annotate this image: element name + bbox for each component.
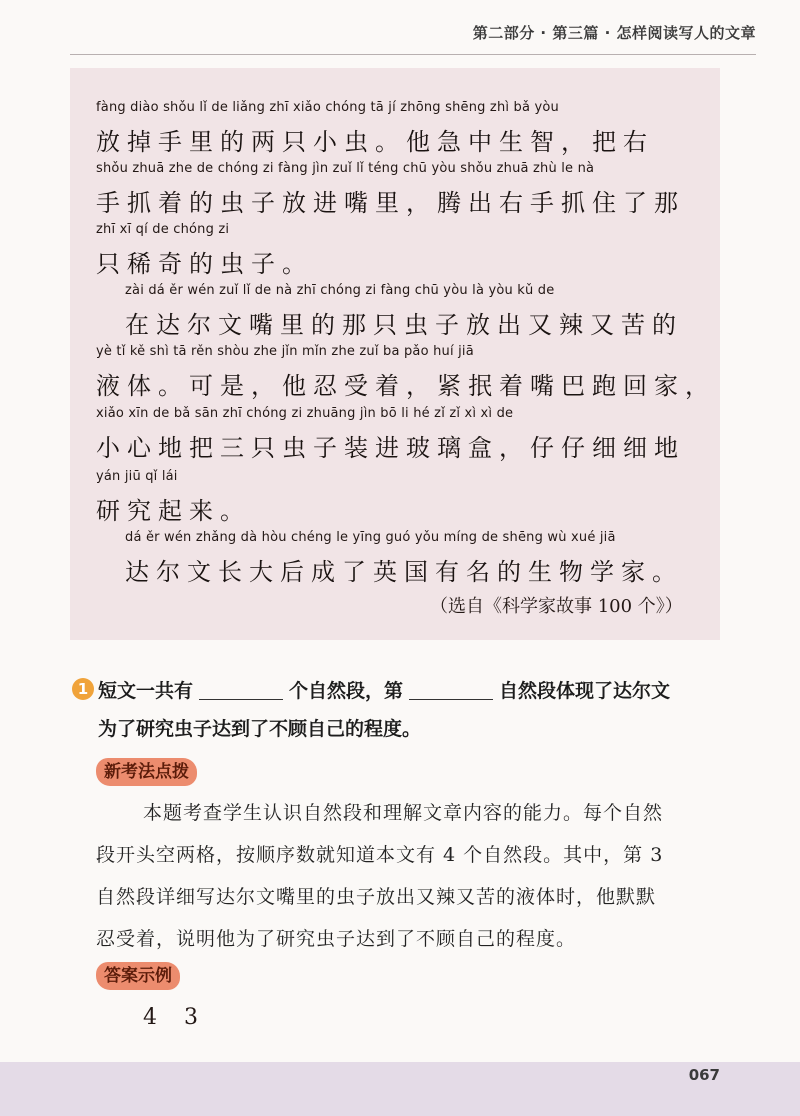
analysis-line: 自然段详细写达尔文嘴里的虫子放出又辣又苦的液体时，他默默 bbox=[96, 886, 657, 908]
pinyin-text: zài dá ěr wén zuǐ lǐ de nà zhī chóng zi fàng chū yòu là yòu kǔ de bbox=[125, 283, 555, 298]
story-line bbox=[125, 283, 683, 340]
source-citation: （选自《科学家故事 100 个》） bbox=[430, 596, 683, 617]
header-title: 第二部分 · 第三篇 · 怎样阅读写人的文章 bbox=[472, 24, 756, 42]
answer-blank[interactable] bbox=[199, 681, 283, 700]
story-line bbox=[125, 530, 683, 587]
hanzi-text: 小心地把三只虫子装进玻璃盒，仔仔细细地 bbox=[96, 434, 685, 462]
pinyin-text: dá ěr wén zhǎng dà hòu chéng le yīng guó yǒu míng de shēng wù xué jiā bbox=[125, 530, 616, 545]
question-text: 自然段体现了达尔文 bbox=[499, 680, 671, 702]
story-line bbox=[96, 344, 716, 401]
answer-text: 4 3 bbox=[143, 1005, 208, 1030]
hanzi-text: 液体。可是，他忍受着，紧抿着嘴巴跑回家， bbox=[96, 372, 716, 400]
question-line-2: 为了研究虫子达到了不顾自己的程度。 bbox=[98, 718, 422, 740]
pinyin-text: yè tǐ kě shì tā rěn shòu zhe jǐn mǐn zhe zuǐ ba pǎo huí jiā bbox=[96, 344, 474, 359]
analysis-line: 段开头空两格，按顺序数就知道本文有 4 个自然段。其中，第 3 bbox=[96, 844, 664, 866]
question-line bbox=[98, 676, 670, 703]
hanzi-text: 放掉手里的两只小虫。他急中生智，把右 bbox=[96, 128, 654, 156]
question-number-badge: 1 bbox=[72, 678, 94, 700]
question-text: 短文一共有 bbox=[98, 680, 194, 702]
story-line bbox=[96, 406, 685, 463]
hanzi-text: 手抓着的虫子放进嘴里，腾出右手抓住了那 bbox=[96, 189, 685, 217]
page-footer-band bbox=[0, 1062, 800, 1116]
pinyin-text: yán jiū qǐ lái bbox=[96, 469, 178, 484]
pinyin-text: shǒu zhuā zhe de chóng zi fàng jìn zuǐ lǐ téng chū yòu shǒu zhuā zhù le nà bbox=[96, 161, 595, 176]
header-divider bbox=[70, 54, 756, 55]
story-line bbox=[96, 100, 654, 157]
pinyin-text: fàng diào shǒu lǐ de liǎng zhī xiǎo chóng tā jí zhōng shēng zhì bǎ yòu bbox=[96, 100, 559, 115]
story-line bbox=[96, 222, 313, 279]
hanzi-text: 达尔文长大后成了英国有名的生物学家。 bbox=[125, 558, 683, 586]
pinyin-text: zhī xī qí de chóng zi bbox=[96, 222, 230, 237]
pinyin-text: xiǎo xīn de bǎ sān zhī chóng zi zhuāng jìn bō li hé zǐ zǐ xì xì de bbox=[96, 406, 514, 421]
page-header bbox=[0, 0, 800, 62]
page-number: 067 bbox=[688, 1066, 720, 1084]
question-text: 个自然段，第 bbox=[289, 680, 404, 702]
analysis-line: 本题考查学生认识自然段和理解文章内容的能力。每个自然 bbox=[143, 802, 664, 824]
hanzi-text: 只稀奇的虫子。 bbox=[96, 250, 313, 278]
analysis-tag: 新考法点拨 bbox=[96, 758, 197, 786]
answer-tag: 答案示例 bbox=[96, 962, 180, 990]
story-line bbox=[96, 161, 685, 218]
analysis-line: 忍受着，说明他为了研究虫子达到了不顾自己的程度。 bbox=[96, 928, 577, 950]
hanzi-text: 在达尔文嘴里的那只虫子放出又辣又苦的 bbox=[125, 311, 683, 339]
answer-blank[interactable] bbox=[409, 681, 493, 700]
hanzi-text: 研究起来。 bbox=[96, 497, 251, 525]
story-line bbox=[96, 469, 251, 526]
